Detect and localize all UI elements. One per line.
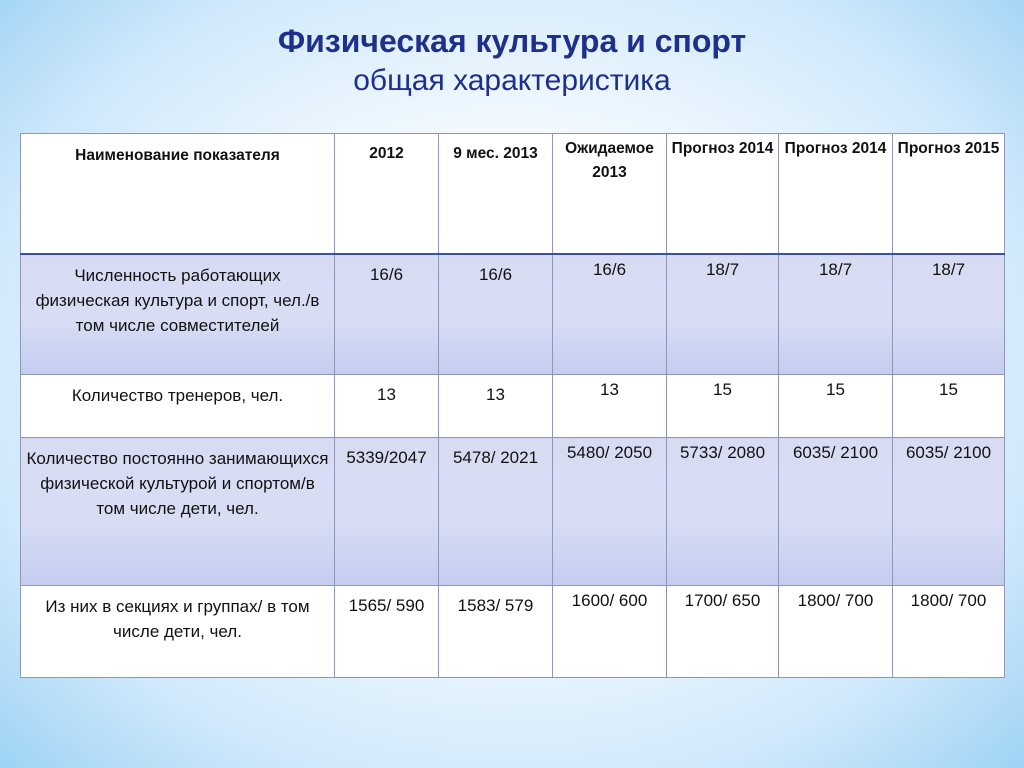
table-cell: 6035/ 2100 bbox=[779, 438, 893, 586]
table-cell: 18/7 bbox=[893, 254, 1005, 375]
table-header-row bbox=[21, 134, 1005, 254]
table-cell: 15 bbox=[667, 375, 779, 438]
page-title: Физическая культура и спорт bbox=[277, 23, 747, 59]
table-cell: 5339/2047 bbox=[335, 438, 439, 586]
row-label: Численность работающих физическая культура и спорт, чел./в том числе совместителей bbox=[21, 254, 335, 375]
table-cell: 18/7 bbox=[779, 254, 893, 375]
table-cell: 13 bbox=[553, 375, 667, 438]
table-row bbox=[21, 254, 1005, 375]
table-cell: 5480/ 2050 bbox=[553, 438, 667, 586]
row-label: Количество постоянно занимающихся физической культурой и спортом/в том числе дети, чел. bbox=[21, 438, 335, 586]
row-label: Количество тренеров, чел. bbox=[21, 375, 335, 438]
table-row bbox=[21, 586, 1005, 678]
header-cell-forecast-2015: Прогноз 2015 bbox=[893, 134, 1005, 254]
table-cell: 1800/ 700 bbox=[893, 586, 1005, 678]
table-cell: 5478/ 2021 bbox=[439, 438, 553, 586]
row-label: Из них в секциях и группах/ в том числе дети, чел. bbox=[21, 586, 335, 678]
table-cell: 5733/ 2080 bbox=[667, 438, 779, 586]
header-cell-2012: 2012 bbox=[335, 134, 439, 254]
table-cell: 1600/ 600 bbox=[553, 586, 667, 678]
table-cell: 6035/ 2100 bbox=[893, 438, 1005, 586]
header-cell-forecast-2014-a: Прогноз 2014 bbox=[667, 134, 779, 254]
table-cell: 16/6 bbox=[439, 254, 553, 375]
table-cell: 1565/ 590 bbox=[335, 586, 439, 678]
table-cell: 13 bbox=[439, 375, 553, 438]
header-cell-expected-2013: Ожидаемое 2013 bbox=[553, 134, 667, 254]
table-cell: 13 bbox=[335, 375, 439, 438]
table-cell: 1700/ 650 bbox=[667, 586, 779, 678]
indicators-table bbox=[20, 133, 1005, 678]
page-subtitle: общая характеристика bbox=[353, 64, 671, 97]
table-cell: 1800/ 700 bbox=[779, 586, 893, 678]
table-cell: 15 bbox=[893, 375, 1005, 438]
header-cell-indicator: Наименование показателя bbox=[21, 134, 335, 254]
table-cell: 1583/ 579 bbox=[439, 586, 553, 678]
header-cell-9m-2013: 9 мес. 2013 bbox=[439, 134, 553, 254]
table-row bbox=[21, 375, 1005, 438]
table-cell: 16/6 bbox=[335, 254, 439, 375]
header-cell-forecast-2014-b: Прогноз 2014 bbox=[779, 134, 893, 254]
table-cell: 18/7 bbox=[667, 254, 779, 375]
table-row bbox=[21, 438, 1005, 586]
table-cell: 15 bbox=[779, 375, 893, 438]
table-cell: 16/6 bbox=[553, 254, 667, 375]
